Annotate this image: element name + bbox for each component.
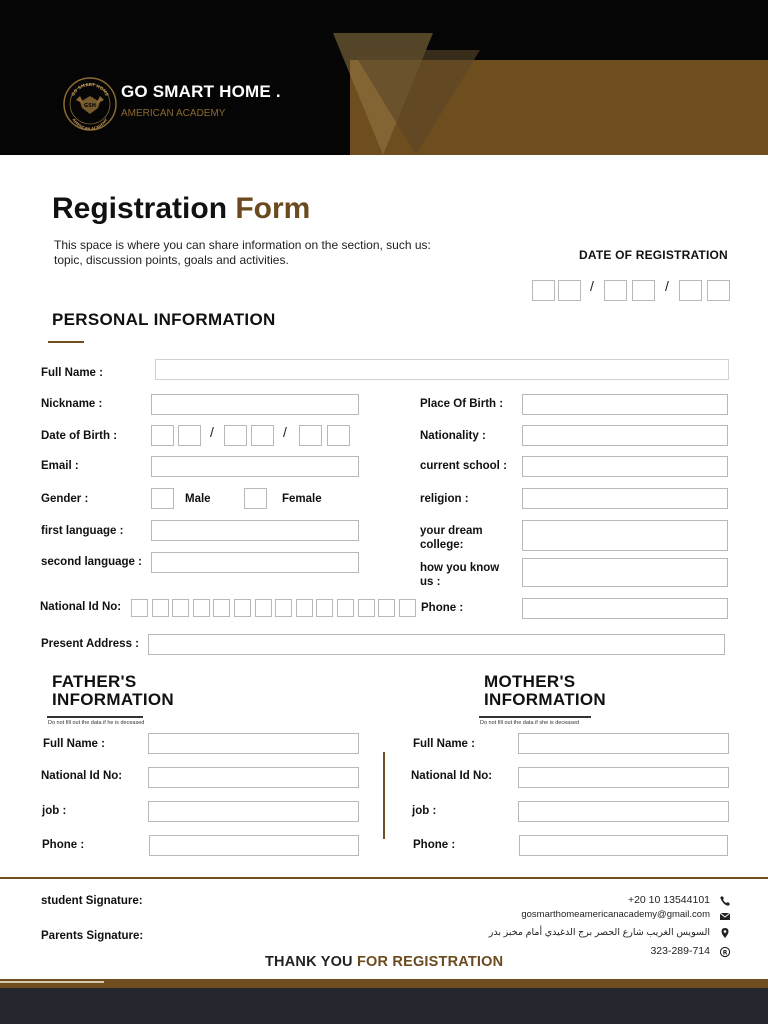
birth-day-digit[interactable] — [178, 425, 201, 446]
father-heading-line2: INFORMATION — [52, 690, 174, 709]
place-of-birth-label: Place Of Birth : — [420, 398, 504, 410]
birth-month-digit[interactable] — [224, 425, 247, 446]
location-pin-icon — [719, 927, 731, 939]
phone-label: Phone : — [421, 602, 464, 614]
present-address-field[interactable] — [148, 634, 725, 655]
date-separator: / — [590, 278, 594, 294]
full-name-field[interactable] — [155, 359, 729, 380]
national-id-digit-box[interactable] — [275, 599, 292, 617]
mother-phone-label: Phone : — [413, 839, 456, 851]
mother-job-field[interactable] — [518, 801, 729, 822]
male-option-label: Male — [185, 493, 211, 505]
national-id-digit-box[interactable] — [316, 599, 333, 617]
mother-information-heading — [484, 673, 606, 709]
father-information-heading — [52, 673, 174, 709]
national-id-digit-box[interactable] — [131, 599, 148, 617]
svg-text:R: R — [722, 949, 728, 957]
footer-divider — [0, 877, 768, 879]
nationality-label: Nationality : — [420, 430, 486, 442]
parents-signature-label: Parents Signature: — [41, 930, 144, 942]
brand-title: GO SMART HOME . — [121, 82, 281, 101]
birth-day-digit[interactable] — [151, 425, 174, 446]
form-title-main: Registration — [52, 192, 236, 225]
full-name-label: Full Name : — [41, 367, 103, 379]
mother-national-id-label: National Id No: — [411, 770, 493, 782]
how-you-know-field[interactable] — [522, 558, 728, 587]
place-of-birth-field[interactable] — [522, 394, 728, 415]
contact-phone: +20 10 13544101 — [627, 894, 710, 906]
birth-year-digit[interactable] — [299, 425, 322, 446]
footer-dark-band — [0, 988, 768, 1024]
mother-full-name-label: Full Name : — [413, 738, 475, 750]
dream-college-label: your dream college: — [420, 525, 483, 551]
birth-month-digit[interactable] — [251, 425, 274, 446]
mother-deceased-note: Do not fill out the data if she is deceased — [480, 720, 580, 726]
first-language-field[interactable] — [151, 520, 359, 541]
phone-icon — [719, 895, 731, 907]
header-triangle-decoration — [352, 50, 480, 155]
brand-subtitle: AMERICAN ACADEMY — [121, 108, 226, 119]
current-school-field[interactable] — [522, 456, 728, 477]
email-field[interactable] — [151, 456, 359, 477]
national-id-digit-box[interactable] — [213, 599, 230, 617]
registration-year-digit[interactable] — [679, 280, 702, 301]
female-option-label: Female — [282, 493, 322, 505]
for-registration-text: FOR REGISTRATION — [356, 954, 504, 970]
national-id-digit-box[interactable] — [255, 599, 272, 617]
heading-underline — [48, 341, 84, 343]
nationality-field[interactable] — [522, 425, 728, 446]
dream-college-field[interactable] — [522, 520, 728, 551]
parents-divider — [383, 752, 385, 839]
student-signature-label: student Signature: — [41, 895, 143, 907]
father-phone-label: Phone : — [42, 839, 85, 851]
registration-month-digit[interactable] — [604, 280, 627, 301]
national-id-label: National Id No: — [40, 601, 122, 613]
thank-you-text: THANK YOU — [265, 954, 357, 970]
date-separator: / — [210, 424, 214, 440]
second-language-field[interactable] — [151, 552, 359, 573]
mother-heading-line2: INFORMATION — [484, 690, 606, 709]
mother-full-name-field[interactable] — [518, 733, 729, 754]
father-job-label: job : — [42, 805, 67, 817]
form-title-accent: Form — [235, 192, 311, 225]
academy-logo — [62, 76, 118, 132]
date-separator: / — [283, 424, 287, 440]
religion-label: religion : — [420, 493, 469, 505]
mother-national-id-field[interactable] — [518, 767, 729, 788]
registration-month-digit[interactable] — [632, 280, 655, 301]
logo-arc-top: GO SMART HOME — [70, 81, 110, 97]
contact-address: السويس الغريب شارع الحصر برج الدغيدي أمام مخبز بدر — [488, 927, 710, 938]
national-id-digit-box[interactable] — [378, 599, 395, 617]
footer-accent-line — [0, 981, 104, 983]
second-language-label: second language : — [41, 556, 142, 568]
registration-day-digit[interactable] — [532, 280, 555, 301]
father-deceased-note: Do not fill out the data if he is deceased — [48, 720, 145, 726]
mother-heading-underline — [479, 716, 591, 718]
registration-year-digit[interactable] — [707, 280, 730, 301]
present-address-label: Present Address : — [41, 638, 139, 650]
footer-gold-band — [0, 979, 768, 988]
national-id-digit-box[interactable] — [193, 599, 210, 617]
female-checkbox[interactable] — [244, 488, 267, 509]
father-heading-underline — [47, 716, 143, 718]
mother-job-label: job : — [412, 805, 437, 817]
religion-field[interactable] — [522, 488, 728, 509]
father-national-id-label: National Id No: — [41, 770, 123, 782]
first-language-label: first language : — [41, 525, 124, 537]
form-title — [52, 192, 310, 226]
registered-icon — [719, 946, 731, 958]
email-label: Email : — [41, 460, 79, 472]
national-id-digit-box[interactable] — [358, 599, 375, 617]
contact-email: gosmarthomeamericanacademy@gmail.com — [521, 909, 710, 920]
mother-heading-line1: MOTHER'S — [484, 672, 576, 691]
national-id-digit-box[interactable] — [152, 599, 169, 617]
father-phone-field[interactable] — [149, 835, 359, 856]
date-separator: / — [665, 278, 669, 294]
male-checkbox[interactable] — [151, 488, 174, 509]
nickname-field[interactable] — [151, 394, 359, 415]
father-national-id-field[interactable] — [148, 767, 359, 788]
nickname-label: Nickname : — [41, 398, 103, 410]
father-heading-line1: FATHER'S — [52, 672, 137, 691]
national-id-digit-box[interactable] — [337, 599, 354, 617]
form-intro: This space is where you can share information on the section, such us: topic, discussion points, goals and activities. — [54, 238, 431, 267]
father-full-name-field[interactable] — [148, 733, 359, 754]
national-id-digit-box[interactable] — [296, 599, 313, 617]
registration-day-digit[interactable] — [558, 280, 581, 301]
gender-label: Gender : — [41, 493, 89, 505]
mother-phone-field[interactable] — [519, 835, 728, 856]
national-id-digit-box[interactable] — [399, 599, 416, 617]
national-id-digit-box[interactable] — [234, 599, 251, 617]
logo-monogram: GSH — [84, 103, 96, 109]
father-job-field[interactable] — [148, 801, 359, 822]
thank-you-message — [265, 954, 503, 970]
date-of-registration-label: DATE OF REGISTRATION — [579, 248, 728, 262]
mail-icon — [719, 910, 731, 922]
contact-registry: 323-289-714 — [650, 945, 710, 957]
logo-arc-bottom: AMERICAN ACADEMY — [71, 117, 109, 132]
personal-information-heading: PERSONAL INFORMATION — [52, 310, 276, 329]
date-of-birth-label: Date of Birth : — [41, 430, 118, 442]
phone-field[interactable] — [522, 598, 728, 619]
birth-year-digit[interactable] — [327, 425, 350, 446]
how-you-know-label: how you know us : — [420, 562, 500, 588]
current-school-label: current school : — [420, 460, 507, 472]
national-id-digit-box[interactable] — [172, 599, 189, 617]
father-full-name-label: Full Name : — [43, 738, 105, 750]
